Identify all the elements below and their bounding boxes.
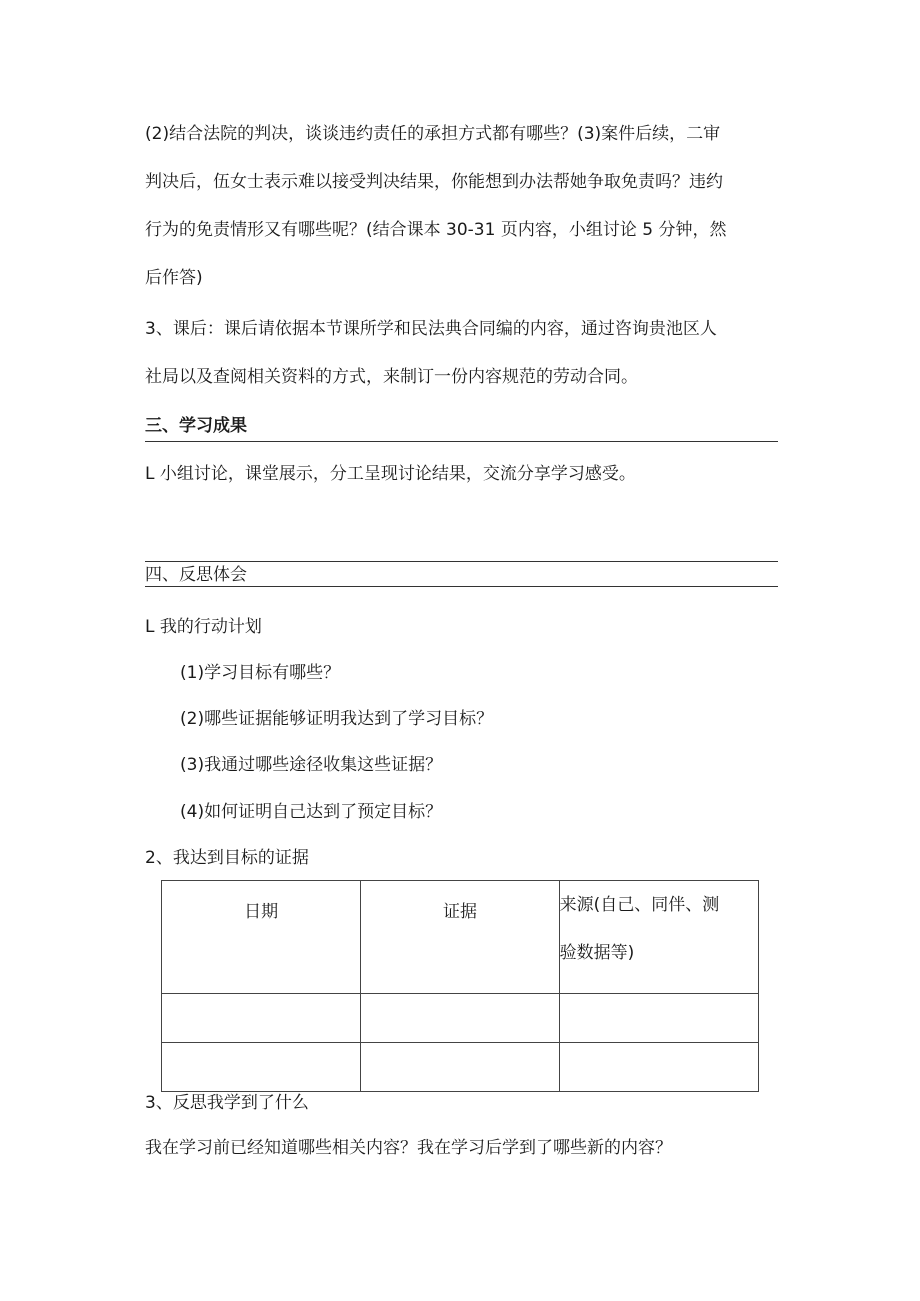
table-cell[interactable]	[559, 994, 758, 1043]
plan-item-1: (1)学习目标有哪些？	[180, 663, 341, 683]
plan-item-3: (3)我通过哪些途径收集这些证据？	[180, 755, 443, 775]
section3-divider	[145, 441, 778, 442]
table-cell[interactable]	[162, 1043, 361, 1092]
header-source-line-1: 来源(自己、同伴、测	[559, 895, 720, 915]
plan-item-2: (2)哪些证据能够证明我达到了学习目标？	[180, 709, 494, 729]
section3-heading: 三、学习成果	[145, 416, 247, 436]
table-row	[162, 994, 759, 1043]
table-cell[interactable]	[361, 1043, 559, 1092]
table-cell[interactable]	[559, 1043, 758, 1092]
after-class-line-2: 社局以及查阅相关资料的方式，来制订一份内容规范的劳动合同。	[145, 367, 638, 387]
evidence-table	[161, 880, 759, 1092]
paragraph-line-3: 行为的免责情形又有哪些呢？(结合课本 30-31 页内容，小组讨论 5 分钟，然	[145, 220, 727, 240]
table-cell[interactable]	[162, 994, 361, 1043]
reflect-question: 我在学习前已经知道哪些相关内容？我在学习后学到了哪些新的内容？	[145, 1138, 672, 1158]
header-source	[559, 881, 758, 994]
table-header-row	[162, 881, 759, 994]
table-cell[interactable]	[361, 994, 559, 1043]
header-evidence: 证据	[361, 881, 559, 994]
plan-title: L 我的行动计划	[145, 617, 262, 637]
reflect-title: 3、反思我学到了什么	[145, 1093, 309, 1113]
paragraph-line-4: 后作答)	[145, 268, 203, 288]
header-date: 日期	[162, 881, 361, 994]
header-source-line-2: 验数据等)	[559, 943, 635, 963]
paragraph-line-1: (2)结合法院的判决，谈谈违约责任的承担方式都有哪些？(3)案件后续，二审	[145, 124, 721, 144]
paragraph-line-2: 判决后，伍女士表示难以接受判决结果，你能想到办法帮她争取免责吗？违约	[145, 172, 723, 192]
section4-bottom-divider	[145, 586, 778, 587]
section4-top-divider	[145, 561, 778, 562]
table-row	[162, 1043, 759, 1092]
section4-heading: 四、反思体会	[145, 565, 247, 585]
after-class-line-1: 3、课后：课后请依据本节课所学和民法典合同编的内容，通过咨询贵池区人	[145, 319, 717, 339]
plan-item-4: (4)如何证明自己达到了预定目标？	[180, 802, 443, 822]
evidence-title: 2、我达到目标的证据	[145, 848, 309, 868]
section3-item: L 小组讨论，课堂展示，分工呈现讨论结果，交流分享学习感受。	[145, 464, 636, 484]
